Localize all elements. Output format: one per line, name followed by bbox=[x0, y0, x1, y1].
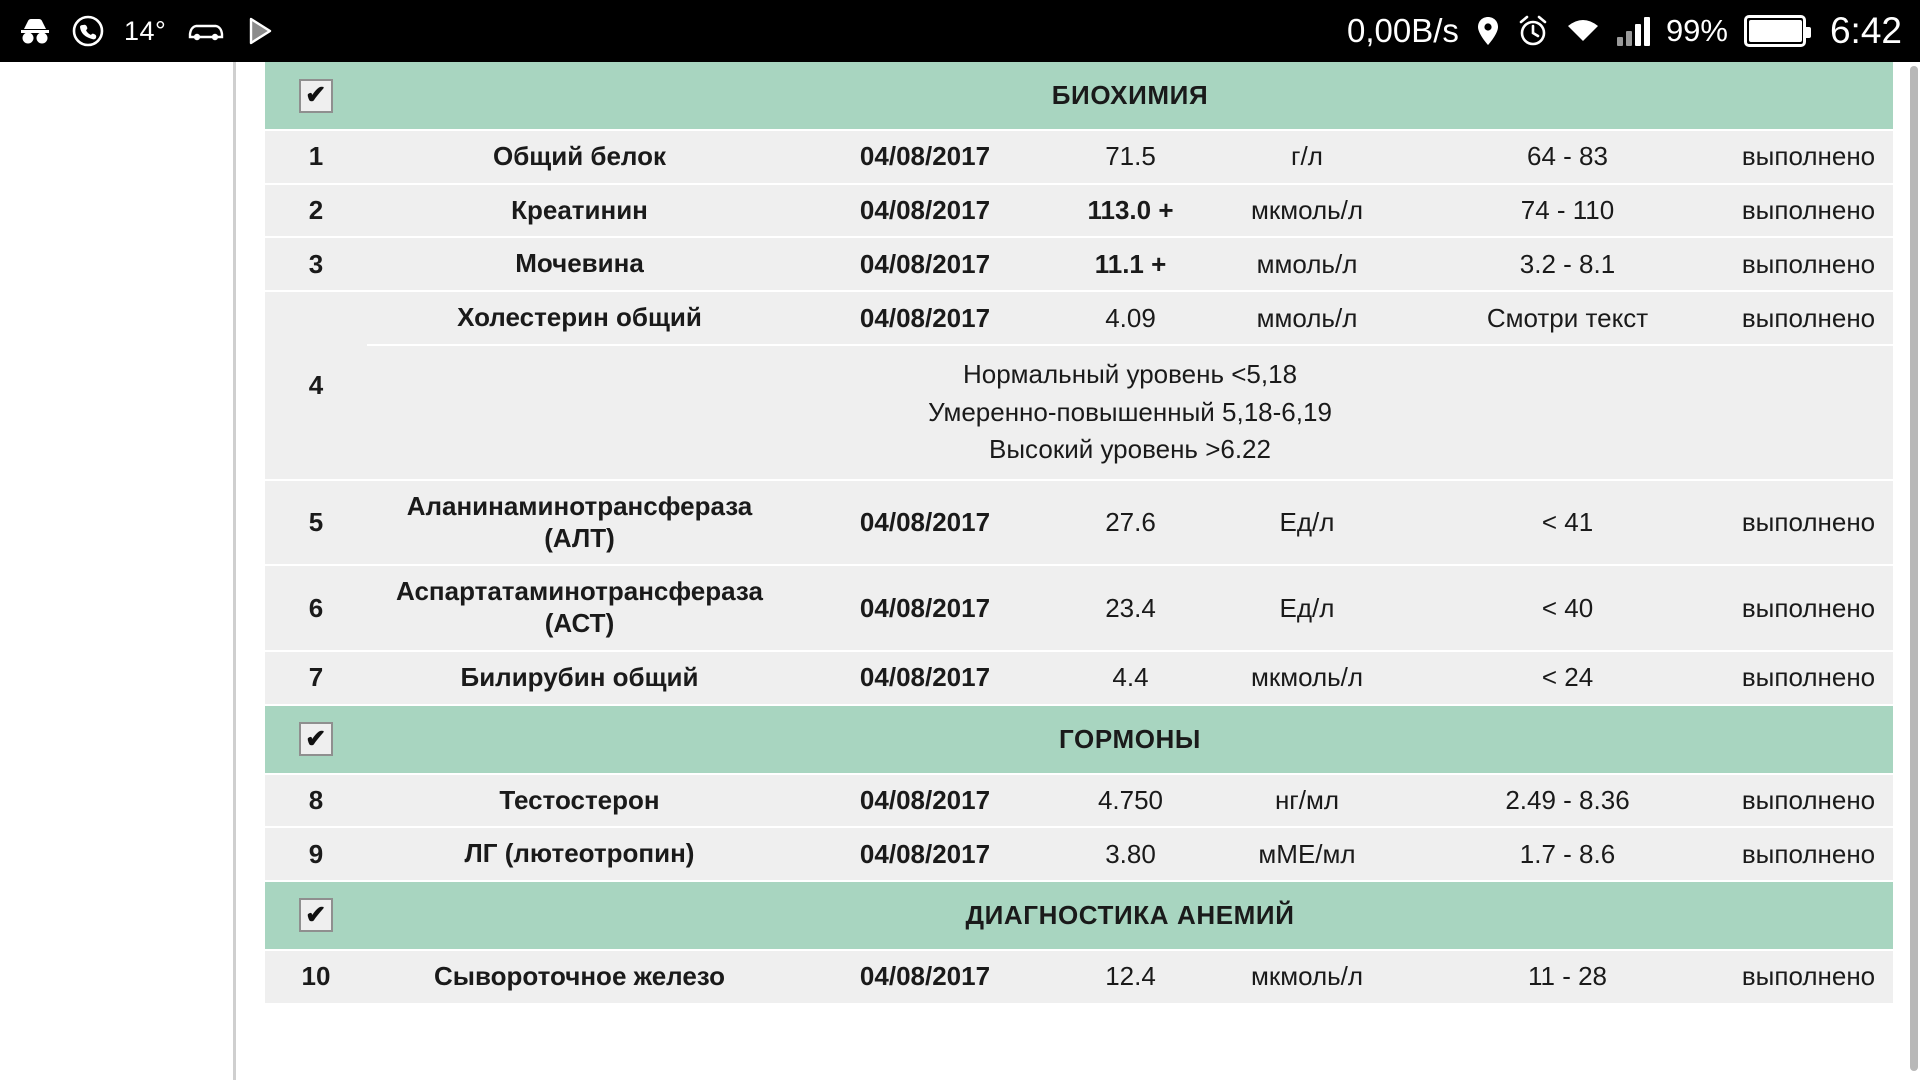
group-checkbox-cell[interactable] bbox=[265, 62, 367, 130]
row-number: 8 bbox=[265, 774, 367, 828]
cell-unit: мМЕ/мл bbox=[1203, 827, 1411, 881]
cell-ref: < 41 bbox=[1411, 480, 1724, 565]
battery-icon bbox=[1744, 15, 1806, 47]
row-number: 7 bbox=[265, 651, 367, 705]
results-page bbox=[0, 62, 1920, 1080]
cell-date: 04/08/2017 bbox=[792, 237, 1058, 291]
row-number: 6 bbox=[265, 565, 367, 650]
cell-unit: г/л bbox=[1203, 130, 1411, 184]
cell-ref: 74 - 110 bbox=[1411, 184, 1724, 238]
cell-unit: ммоль/л bbox=[1203, 237, 1411, 291]
alarm-icon bbox=[1517, 15, 1549, 47]
cell-unit: Ед/л bbox=[1203, 565, 1411, 650]
incognito-icon bbox=[18, 17, 52, 45]
cell-value: 27.6 bbox=[1058, 480, 1203, 565]
cell-ref: Смотри текст bbox=[1411, 291, 1724, 345]
cell-date: 04/08/2017 bbox=[792, 827, 1058, 881]
checkbox-checked-icon[interactable]: ✔ bbox=[299, 722, 333, 756]
cell-unit: Ед/л bbox=[1203, 480, 1411, 565]
group-checkbox-cell[interactable] bbox=[265, 705, 367, 774]
row-number: 5 bbox=[265, 480, 367, 565]
cell-unit: мкмоль/л bbox=[1203, 950, 1411, 1004]
table-row[interactable] bbox=[265, 950, 1893, 1004]
vertical-scrollbar[interactable] bbox=[1910, 66, 1918, 1071]
lab-results-table-wrapper bbox=[265, 62, 1893, 1005]
table-row[interactable] bbox=[265, 184, 1893, 238]
status-bar-right bbox=[1347, 10, 1902, 52]
row-number: 3 bbox=[265, 237, 367, 291]
clock-label: 6:42 bbox=[1829, 10, 1902, 51]
table-row[interactable] bbox=[265, 565, 1893, 650]
cell-name: Мочевина bbox=[367, 237, 792, 291]
cell-ref: 11 - 28 bbox=[1411, 950, 1724, 1004]
table-note-row bbox=[265, 345, 1893, 480]
lab-results-table bbox=[265, 62, 1893, 1005]
cell-name: Аспартатаминотрансфераза (АСТ) bbox=[367, 565, 792, 650]
cell-name: Общий белок bbox=[367, 130, 792, 184]
cell-unit: мкмоль/л bbox=[1203, 184, 1411, 238]
cell-ref: 3.2 - 8.1 bbox=[1411, 237, 1724, 291]
checkbox-checked-icon[interactable]: ✔ bbox=[299, 898, 333, 932]
signal-icon bbox=[1617, 16, 1650, 46]
cell-date: 04/08/2017 bbox=[792, 774, 1058, 828]
checkbox-checked-icon[interactable]: ✔ bbox=[299, 79, 333, 113]
cell-date: 04/08/2017 bbox=[792, 950, 1058, 1004]
cell-value: 12.4 bbox=[1058, 950, 1203, 1004]
cell-state: выполнено bbox=[1724, 774, 1893, 828]
cell-date: 04/08/2017 bbox=[792, 130, 1058, 184]
row-number: 9 bbox=[265, 827, 367, 881]
lab-results-body bbox=[265, 62, 1893, 1004]
cell-value: 11.1 + bbox=[1058, 237, 1203, 291]
row-number: 4 bbox=[265, 291, 367, 480]
cell-value: 4.4 bbox=[1058, 651, 1203, 705]
group-title: БИОХИМИЯ bbox=[367, 62, 1893, 130]
cell-value: 3.80 bbox=[1058, 827, 1203, 881]
cell-unit: ммоль/л bbox=[1203, 291, 1411, 345]
cell-name: Холестерин общий bbox=[367, 291, 792, 345]
cell-name: Аланинаминотрансфераза (АЛТ) bbox=[367, 480, 792, 565]
row-number: 2 bbox=[265, 184, 367, 238]
cell-name: Билирубин общий bbox=[367, 651, 792, 705]
cell-name: Креатинин bbox=[367, 184, 792, 238]
network-speed-label: 0,00B/s bbox=[1347, 12, 1459, 49]
cell-value: 4.750 bbox=[1058, 774, 1203, 828]
wifi-icon bbox=[1565, 17, 1601, 45]
cell-date: 04/08/2017 bbox=[792, 480, 1058, 565]
cell-value: 71.5 bbox=[1058, 130, 1203, 184]
reference-note: Нормальный уровень <5,18 Умеренно-повышенный 5,18-6,19 Высокий уровень >6.22 bbox=[367, 345, 1893, 480]
cell-name: Сывороточное железо bbox=[367, 950, 792, 1004]
cell-ref: 1.7 - 8.6 bbox=[1411, 827, 1724, 881]
table-row[interactable] bbox=[265, 237, 1893, 291]
cell-date: 04/08/2017 bbox=[792, 565, 1058, 650]
table-row[interactable] bbox=[265, 774, 1893, 828]
row-number: 10 bbox=[265, 950, 367, 1004]
group-header-row bbox=[265, 62, 1893, 130]
play-store-icon bbox=[246, 16, 276, 46]
car-icon bbox=[186, 19, 226, 43]
cell-unit: мкмоль/л bbox=[1203, 651, 1411, 705]
cell-name: Тестостерон bbox=[367, 774, 792, 828]
cell-state: выполнено bbox=[1724, 565, 1893, 650]
group-header-row bbox=[265, 881, 1893, 950]
status-bar bbox=[0, 0, 1920, 62]
cell-date: 04/08/2017 bbox=[792, 651, 1058, 705]
cell-state: выполнено bbox=[1724, 480, 1893, 565]
row-number: 1 bbox=[265, 130, 367, 184]
group-checkbox-cell[interactable] bbox=[265, 881, 367, 950]
page-left-rule bbox=[233, 62, 236, 1080]
group-title: ГОРМОНЫ bbox=[367, 705, 1893, 774]
table-row[interactable] bbox=[265, 827, 1893, 881]
cell-value: 113.0 + bbox=[1058, 184, 1203, 238]
table-row[interactable] bbox=[265, 291, 1893, 345]
cell-ref: 64 - 83 bbox=[1411, 130, 1724, 184]
cell-ref: < 40 bbox=[1411, 565, 1724, 650]
table-row[interactable] bbox=[265, 651, 1893, 705]
cell-value: 23.4 bbox=[1058, 565, 1203, 650]
cell-name: ЛГ (лютеотропин) bbox=[367, 827, 792, 881]
table-row[interactable] bbox=[265, 130, 1893, 184]
cell-ref: < 24 bbox=[1411, 651, 1724, 705]
cell-state: выполнено bbox=[1724, 237, 1893, 291]
cell-state: выполнено bbox=[1724, 651, 1893, 705]
cell-unit: нг/мл bbox=[1203, 774, 1411, 828]
whatsapp-icon bbox=[72, 15, 104, 47]
cell-value: 4.09 bbox=[1058, 291, 1203, 345]
cell-state: выполнено bbox=[1724, 291, 1893, 345]
location-icon bbox=[1475, 15, 1501, 47]
cell-ref: 2.49 - 8.36 bbox=[1411, 774, 1724, 828]
group-header-row bbox=[265, 705, 1893, 774]
cell-state: выполнено bbox=[1724, 827, 1893, 881]
status-bar-left bbox=[18, 15, 276, 47]
cell-date: 04/08/2017 bbox=[792, 291, 1058, 345]
cell-state: выполнено bbox=[1724, 950, 1893, 1004]
cell-date: 04/08/2017 bbox=[792, 184, 1058, 238]
cell-state: выполнено bbox=[1724, 184, 1893, 238]
temperature-label: 14° bbox=[124, 15, 167, 46]
battery-percent-label: 99% bbox=[1665, 13, 1728, 48]
table-row[interactable] bbox=[265, 480, 1893, 565]
group-title: ДИАГНОСТИКА АНЕМИЙ bbox=[367, 881, 1893, 950]
cell-state: выполнено bbox=[1724, 130, 1893, 184]
